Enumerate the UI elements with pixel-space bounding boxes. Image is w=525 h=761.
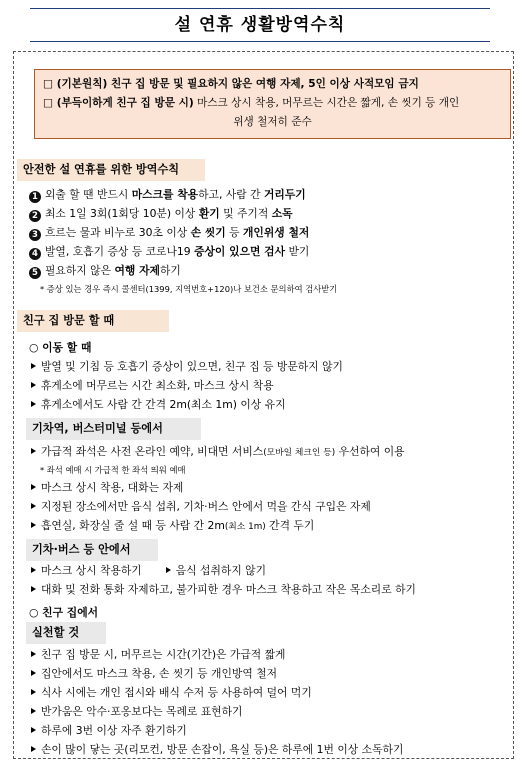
- number-badge-2: 2: [29, 210, 41, 222]
- home-item-3: [29, 683, 312, 702]
- section-heading-safe-holiday: 안전한 설 연휴를 위한 방역수칙: [17, 159, 205, 181]
- bullet-arrow-icon: [31, 689, 36, 695]
- rule-2-mid: 및 주기적: [219, 207, 272, 220]
- bullet-arrow-icon: [31, 708, 36, 714]
- home-item-1-text: 친구 집 방문 시, 머무르는 시간(기간)은 가급적 짧게: [41, 648, 286, 661]
- station-item-1-end: 우선하여 이용: [335, 445, 405, 458]
- rule-3-pre: 흐르는 물과 비누로 30초 이상: [45, 226, 191, 239]
- train-item-2: [29, 580, 416, 599]
- bullet-arrow-icon: [31, 586, 36, 592]
- rule-5-mid: 하기: [159, 264, 181, 277]
- home-item-5-text: 하루에 3번 이상 자주 환기하기: [41, 724, 187, 737]
- bullet-arrow-icon: [31, 727, 36, 733]
- page-title: 설 연휴 생활방역수칙: [174, 15, 346, 35]
- bullet-arrow-icon: [166, 567, 171, 573]
- rule-item-1: [29, 185, 306, 204]
- home-item-3-text: 식사 시에는 개인 접시와 배식 수저 등 사용하여 덜어 먹기: [41, 686, 312, 699]
- move-item-3: [29, 395, 286, 414]
- station-item-1: [29, 442, 405, 463]
- train-item-1b-text: 음식 섭취하지 않기: [175, 564, 267, 577]
- move-heading: ○ 이동 할 때: [29, 341, 92, 354]
- practice-heading: 실천할 것: [26, 622, 106, 644]
- station-heading: 기차역, 버스터미널 등에서: [26, 418, 201, 440]
- title-bar: [30, 8, 490, 42]
- rule-2-bold-1: 환기: [198, 207, 220, 220]
- station-item-3: [29, 497, 371, 516]
- testing-note: * 증상 있는 경우 즉시 콜센터(1399, 지역번호+120)나 보건소 문의하여 검사받기: [40, 284, 338, 294]
- rule-1-bold-2: 거리두기: [263, 188, 306, 201]
- content-frame: [13, 51, 514, 759]
- move-item-3-text: 휴게소에서도 사람 간 간격 2m(최소 1m) 이상 유지: [41, 398, 286, 411]
- station-item-3-text: 지정된 장소에서만 음식 섭취, 기차·버스 안에서 먹을 간식 구입은 자제: [41, 500, 371, 513]
- bullet-arrow-icon: [31, 448, 36, 454]
- principle-line-2-text: 마스크 상시 착용, 머무르는 시간은 짧게, 손 씻기 등 개인: [193, 97, 460, 109]
- station-item-4-text: 흡연실, 화장실 줄 설 때 등 사람 간 2m: [41, 519, 225, 532]
- train-item-1-text: 마스크 상시 착용하기: [41, 564, 142, 577]
- rule-1-mid: 하고, 사람 간: [198, 188, 264, 201]
- rule-1-bold-1: 마스크를 착용: [131, 188, 199, 201]
- home-item-4: [29, 702, 242, 721]
- home-item-6-text: 손이 많이 닿는 곳(리모컨, 방문 손잡이, 욕실 등)은 하루에 1번 이상 소독하기: [41, 743, 404, 756]
- bullet-arrow-icon: [31, 401, 36, 407]
- number-badge-4: 4: [29, 248, 41, 260]
- bullet-arrow-icon: [31, 522, 36, 528]
- station-item-1-text: 가급적 좌석은 사전 온라인 예약, 비대면 서비스: [41, 445, 264, 458]
- bullet-arrow-icon: [31, 363, 36, 369]
- principle-line-1: [43, 75, 502, 94]
- rule-1-pre: 외출 할 땐 반드시: [45, 188, 132, 201]
- home-item-2-text: 집안에서도 마스크 착용, 손 씻기 등 개인방역 철저: [41, 667, 278, 680]
- bullet-arrow-icon: [31, 651, 36, 657]
- home-item-5: [29, 721, 187, 740]
- rule-3-bold-2: 개인위생 철저: [243, 226, 310, 239]
- bullet-arrow-icon: [31, 746, 36, 752]
- principle-line-3: 위생 철저히 준수: [233, 116, 312, 128]
- rule-4-pre: 발열, 호흡기 증상 등 코로나19: [45, 245, 195, 258]
- rule-5-bold-1: 여행 자제: [114, 264, 160, 277]
- move-item-2: [29, 376, 274, 395]
- home-item-2: [29, 664, 277, 683]
- train-heading: 기차·버스 등 안에서: [26, 539, 158, 561]
- train-item-2-text: 대화 및 전화 통화 자제하고, 불가피한 경우 마스크 착용하고 작은 목소리로 하기: [41, 583, 416, 596]
- home-heading: ○ 친구 집에서: [29, 606, 99, 619]
- station-item-2: [29, 478, 183, 497]
- bullet-arrow-icon: [31, 503, 36, 509]
- bullet-arrow-icon: [31, 382, 36, 388]
- rule-item-3: [29, 223, 309, 242]
- station-item-4-sub: (최소 1m): [224, 522, 266, 532]
- home-item-6: [29, 740, 403, 759]
- rule-2-bold-2: 소독: [271, 207, 293, 220]
- station-item-4: [29, 516, 314, 537]
- train-item-1: [29, 561, 266, 580]
- principle-line-2: [43, 94, 502, 113]
- home-item-4-text: 반가움은 악수·포옹보다는 목례로 표현하기: [41, 705, 243, 718]
- rule-4-mid: 받기: [285, 245, 310, 258]
- principle-line-1-text: □ (기본원칙) 친구 집 방문 및 필요하지 않은 여행 자제, 5인 이상 사적모임 금지: [43, 78, 419, 90]
- number-badge-1: 1: [29, 191, 41, 203]
- station-item-4-end: 간격 두기: [265, 519, 315, 532]
- rule-3-bold-1: 손 씻기: [190, 226, 226, 239]
- seat-note: * 좌석 예매 시 가급적 한 좌석 띄워 예매: [40, 465, 186, 475]
- bullet-arrow-icon: [31, 484, 36, 490]
- basic-principle-box: [34, 69, 511, 139]
- rule-5-pre: 필요하지 않은: [45, 264, 115, 277]
- bullet-arrow-icon: [31, 567, 36, 573]
- rule-item-5: [29, 261, 181, 280]
- rule-3-mid: 등: [225, 226, 243, 239]
- move-item-2-text: 휴게소에 머무르는 시간 최소화, 마스크 상시 착용: [41, 379, 274, 392]
- number-badge-5: 5: [29, 267, 41, 279]
- station-item-2-text: 마스크 상시 착용, 대화는 자제: [41, 481, 184, 494]
- section-heading-visit: 친구 집 방문 할 때: [17, 310, 169, 332]
- principle-line-2-label: □ (부득이하게 친구 집 방문 시): [43, 97, 194, 109]
- rule-4-bold-1: 증상이 있으면 검사: [194, 245, 286, 258]
- rule-item-4: [29, 242, 309, 261]
- move-item-1-text: 발열 및 기침 등 호흡기 증상이 있으면, 친구 집 등 방문하지 않기: [41, 360, 343, 373]
- rule-item-2: [29, 204, 293, 223]
- home-item-1: [29, 645, 285, 664]
- bullet-arrow-icon: [31, 670, 36, 676]
- number-badge-3: 3: [29, 229, 41, 241]
- station-item-1-sub: (모바일 체크인 등): [263, 448, 336, 458]
- move-item-1: [29, 357, 343, 376]
- rule-2-pre: 최소 1일 3회(1회당 10분) 이상: [45, 207, 199, 220]
